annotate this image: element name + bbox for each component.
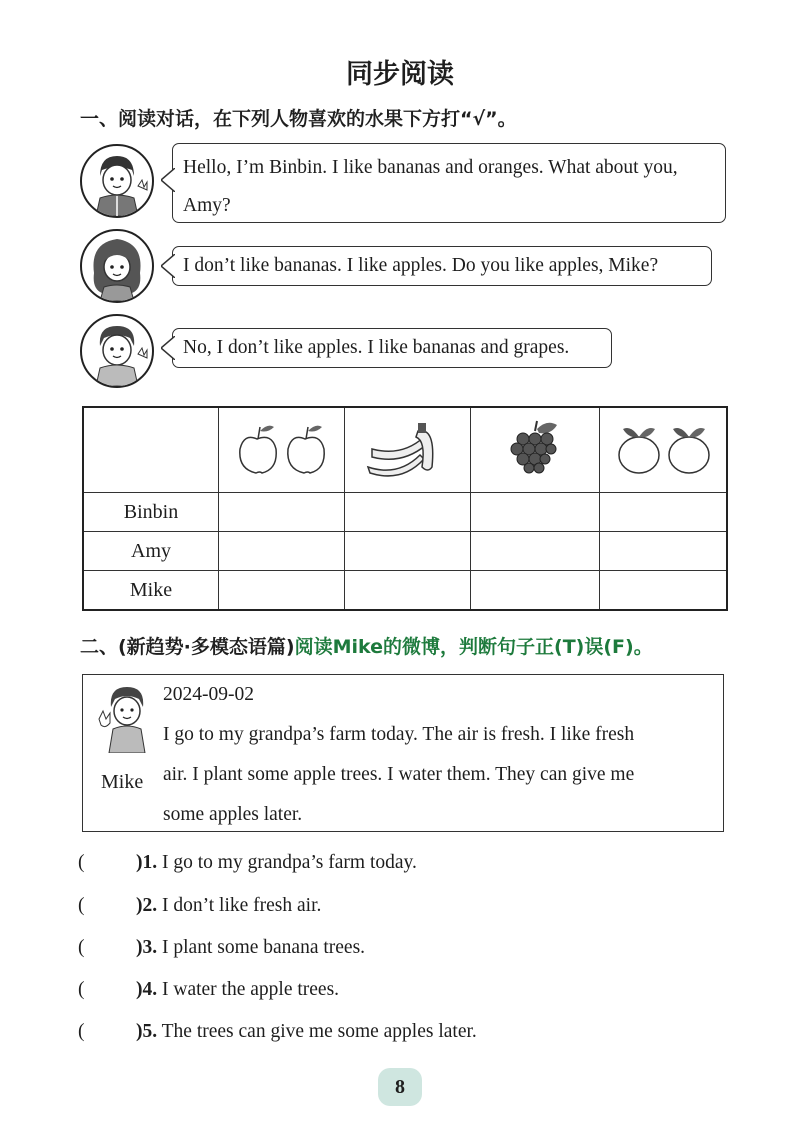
apples-icon — [232, 417, 332, 477]
answer-cell[interactable] — [219, 571, 345, 611]
table-row — [83, 571, 727, 611]
page-number: 8 — [378, 1068, 422, 1106]
question-3: ( )3. I plant some banana trees. — [78, 937, 366, 958]
answer-cell[interactable] — [471, 532, 600, 571]
answer-cell[interactable] — [471, 493, 600, 532]
answer-blank[interactable]: ( — [78, 895, 85, 916]
row-name-binbin: Binbin — [83, 493, 219, 532]
answer-cell[interactable] — [219, 493, 345, 532]
binbin-avatar — [80, 144, 154, 218]
row-name-amy: Amy — [83, 532, 219, 571]
answer-blank[interactable]: ( — [78, 852, 85, 873]
answer-cell[interactable] — [219, 532, 345, 571]
oranges-cell — [600, 407, 728, 493]
post-line: air. I plant some apple trees. I water them. They can give me — [163, 764, 635, 785]
apples-cell — [219, 407, 345, 493]
bananas-icon — [358, 417, 458, 477]
fruit-preference-table — [82, 406, 728, 611]
post-date: 2024-09-02 — [163, 684, 254, 705]
binbin-dialogue-text: Hello, I’m Binbin. I like bananas and oranges. What about you, Amy? — [183, 157, 678, 216]
binbin-speech-bubble — [172, 143, 726, 223]
question-2: ( )2. I don’t like fresh air. — [78, 895, 322, 916]
question-1: ( )1. I go to my grandpa’s farm today. — [78, 852, 417, 873]
answer-cell[interactable] — [345, 493, 471, 532]
answer-cell[interactable] — [345, 571, 471, 611]
table-row — [83, 532, 727, 571]
weibo-post — [82, 674, 724, 832]
answer-blank[interactable]: ( — [78, 937, 85, 958]
answer-blank[interactable]: ( — [78, 1021, 85, 1042]
page-title: 同步阅读 — [346, 59, 454, 90]
answer-cell[interactable] — [345, 532, 471, 571]
table-corner-cell — [83, 407, 219, 493]
answer-cell[interactable] — [471, 571, 600, 611]
oranges-icon — [613, 417, 713, 477]
answer-blank[interactable]: ( — [78, 979, 85, 1000]
grapes-icon — [485, 417, 585, 477]
amy-avatar — [80, 229, 154, 303]
mike-dialogue-text: No, I don’t like apples. I like bananas and grapes. — [183, 337, 570, 358]
section2-heading-instruction: 阅读Mike的微博，判断句子正(T)误(F)。 — [294, 636, 653, 658]
table-row — [83, 493, 727, 532]
answer-cell[interactable] — [600, 532, 728, 571]
amy-dialogue-text: I don’t like bananas. I like apples. Do you like apples, Mike? — [183, 255, 659, 276]
answer-cell[interactable] — [600, 571, 728, 611]
section2-heading-prefix: 二、(新趋势·多模态语篇) — [80, 636, 295, 658]
amy-speech-bubble — [172, 246, 712, 286]
mike-speech-bubble — [172, 328, 612, 368]
answer-cell[interactable] — [600, 493, 728, 532]
question-4: ( )4. I water the apple trees. — [78, 979, 340, 1000]
post-line: some apples later. — [163, 804, 303, 825]
section1-heading: 一、阅读对话，在下列人物喜欢的水果下方打“√”。 — [80, 108, 517, 130]
question-5: ( )5. The trees can give me some apples later. — [78, 1021, 477, 1042]
grapes-cell — [471, 407, 600, 493]
table-header-row — [83, 407, 727, 493]
post-line: I go to my grandpa’s farm today. The air is fresh. I like fresh — [163, 724, 635, 745]
section2-heading — [80, 632, 653, 659]
mike-avatar — [80, 314, 154, 388]
row-name-mike: Mike — [83, 571, 219, 611]
mike-post-avatar — [95, 683, 157, 753]
bananas-cell — [345, 407, 471, 493]
post-author-name: Mike — [101, 771, 144, 793]
